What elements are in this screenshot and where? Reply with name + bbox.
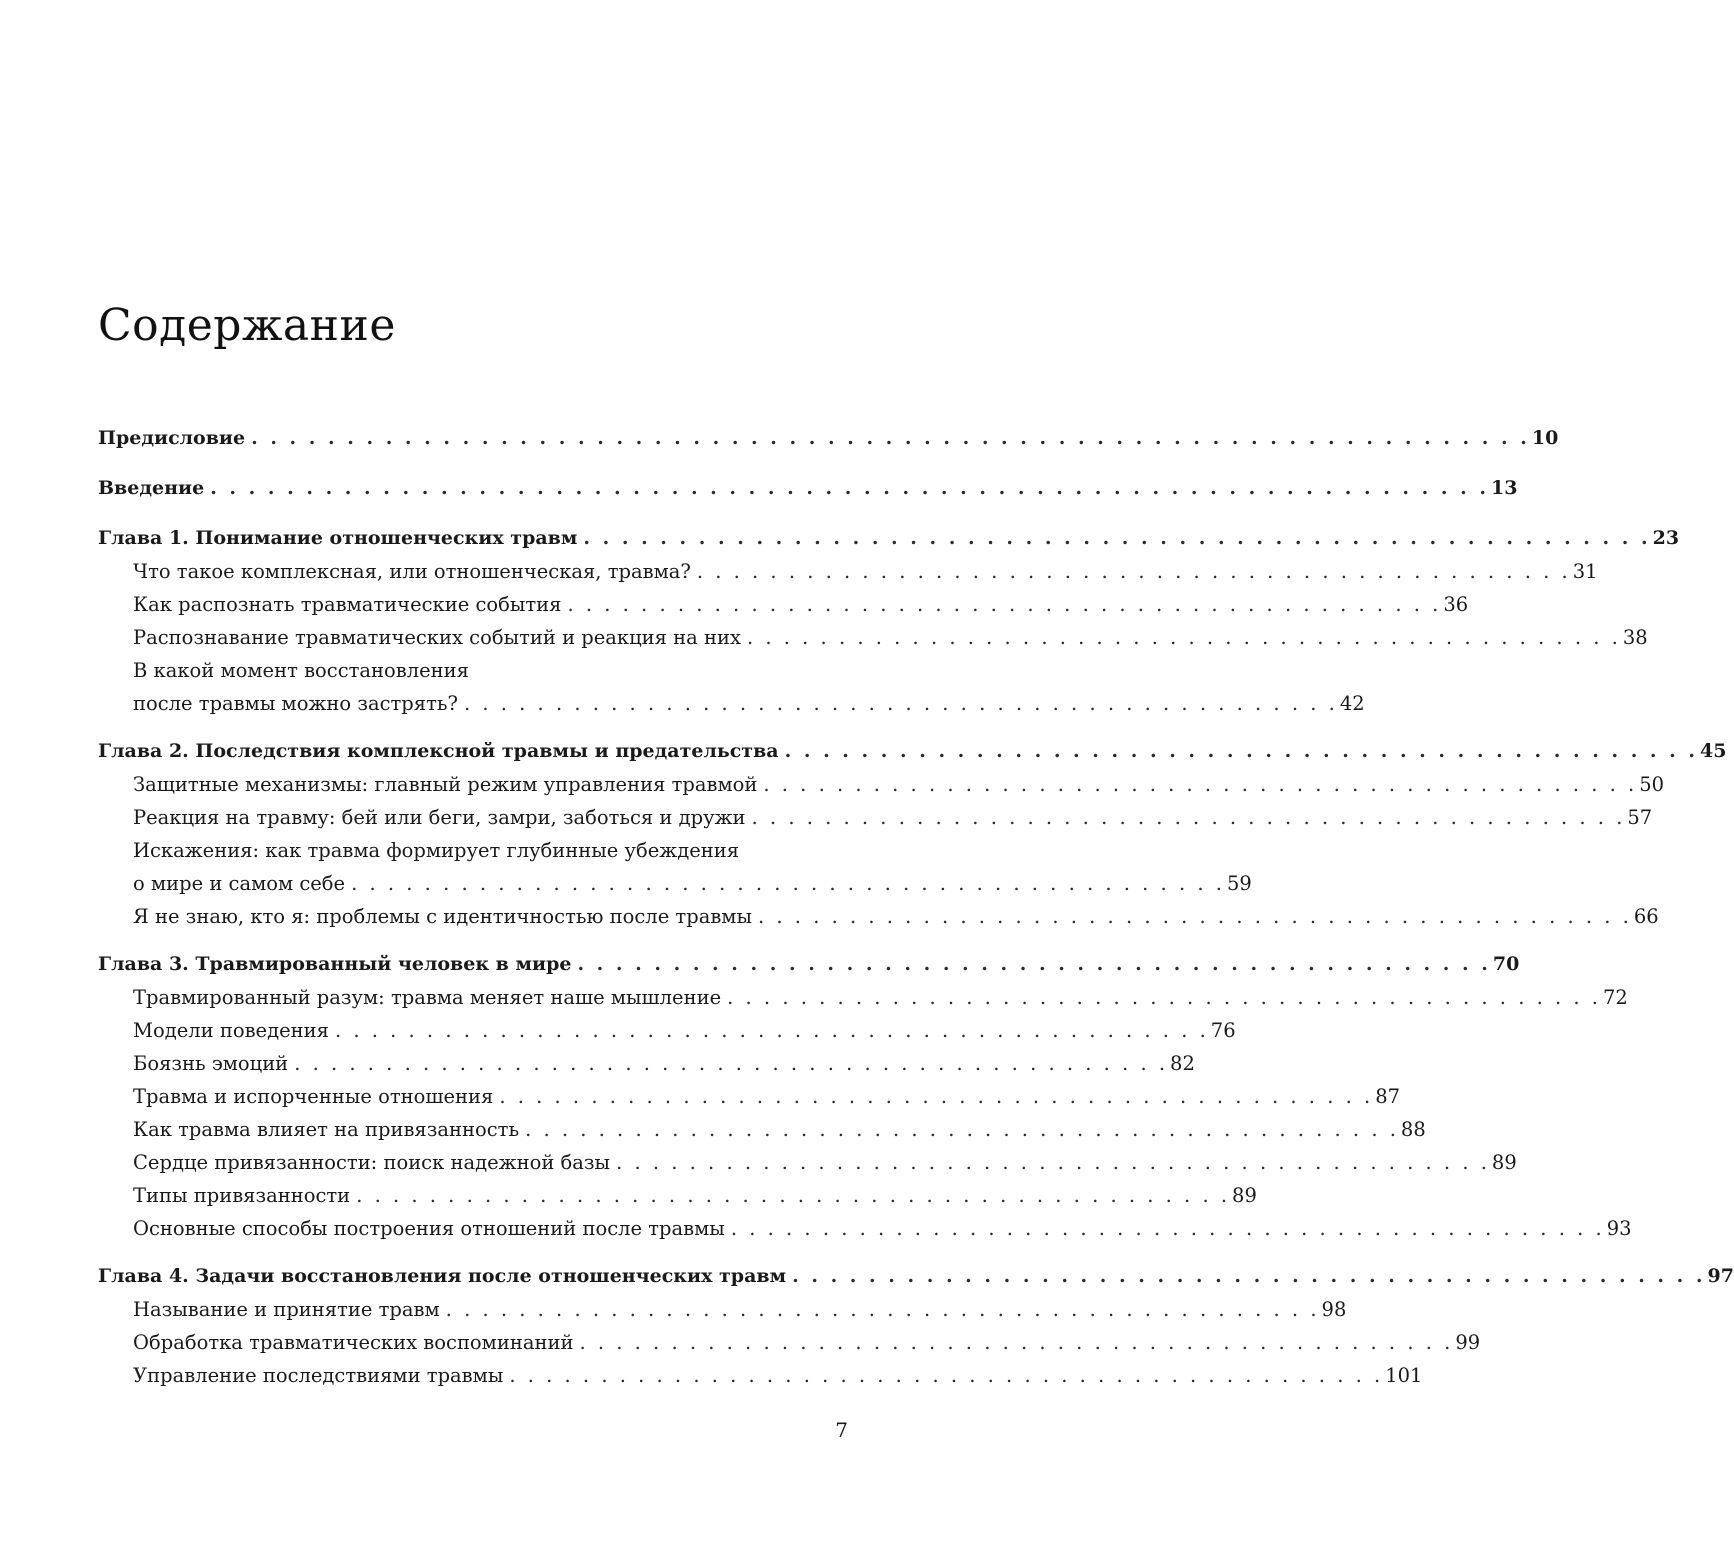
dot-leader: . . . . . . . . . . . . . . . . . . . . . . . . . . . . . . . . . . . . . . . . . . . . . . . . bbox=[356, 1184, 1231, 1207]
toc-section[interactable] bbox=[98, 1146, 1517, 1179]
toc-chapter-1 bbox=[98, 522, 1680, 720]
toc-entry-page: 50 bbox=[1639, 773, 1665, 796]
toc-entry-label: Обработка травматических воспоминаний bbox=[133, 1331, 574, 1354]
dot-leader: . . . . . . . . . . . . . . . . . . . . . . . . . . . . . . . . . . . . . . . . . . . . . . . . bbox=[727, 986, 1601, 1009]
toc-entry-label: Модели поведения bbox=[133, 1019, 329, 1042]
toc-entry-label: Защитные механизмы: главный режим управления травмой bbox=[133, 773, 758, 796]
toc-entry-page: 36 bbox=[1443, 593, 1469, 616]
toc-entry-page: 101 bbox=[1385, 1364, 1423, 1387]
toc-chapter-heading[interactable] bbox=[98, 735, 1727, 768]
toc-section[interactable] bbox=[98, 555, 1598, 588]
toc-entry-page: 66 bbox=[1633, 905, 1659, 928]
dot-leader: . . . . . . . . . . . . . . . . . . . . . . . . . . . . . . . . . . . . . . . . . . . . . . . . bbox=[351, 872, 1225, 895]
toc-front-matter bbox=[98, 472, 1518, 505]
toc-section[interactable] bbox=[98, 1080, 1401, 1113]
dot-leader: . . . . . . . . . . . . . . . . . . . . . . . . . . . . . . . . . . . . . . . . . . . . . . . . bbox=[445, 1298, 1320, 1321]
toc-entry-label: Как распознать травматические события bbox=[133, 593, 562, 616]
toc-section[interactable] bbox=[98, 1212, 1632, 1245]
toc-chapter-heading[interactable] bbox=[98, 948, 1520, 981]
toc-entry-page: 72 bbox=[1602, 986, 1628, 1009]
dot-leader: . . . . . . . . . . . . . . . . . . . . . . . . . . . . . . . . . . . . . . . . . . . . . . . . bbox=[784, 740, 1699, 762]
toc-entry-page: 93 bbox=[1606, 1217, 1632, 1240]
toc-chapter-heading[interactable] bbox=[98, 1260, 1734, 1293]
toc-entry-label: Сердце привязанности: поиск надежной базы bbox=[133, 1151, 611, 1174]
dot-leader: . . . . . . . . . . . . . . . . . . . . . . . . . . . . . . . . . . . . . . . . . . . . . . . . . . . . . . . . . . . . . . . . . . . bbox=[210, 477, 1489, 499]
dot-leader: . . . . . . . . . . . . . . . . . . . . . . . . . . . . . . . . . . . . . . . . . . . . . . . . . . . . . . . . bbox=[583, 527, 1651, 549]
toc-entry-page: 88 bbox=[1400, 1118, 1426, 1141]
toc-entry-page: 89 bbox=[1491, 1151, 1517, 1174]
dot-leader: . . . . . . . . . . . . . . . . . . . . . . . . . . . . . . . . . . . . . . . . . . . . . . . . bbox=[763, 773, 1638, 796]
dot-leader: . . . . . . . . . . . . . . . . . . . . . . . . . . . . . . . . . . . . . . . . . . . . . . . . bbox=[751, 806, 1626, 829]
toc-section[interactable] bbox=[98, 1179, 1257, 1212]
toc-entry-introduction[interactable] bbox=[98, 472, 1518, 505]
toc-entry-page: 42 bbox=[1339, 692, 1365, 715]
dot-leader: . . . . . . . . . . . . . . . . . . . . . . . . . . . . . . . . . . . . . . . . . . . . . . . . bbox=[746, 626, 1621, 649]
toc-entry-page: 57 bbox=[1627, 806, 1653, 829]
toc-entry-label: Предисловие bbox=[98, 427, 246, 449]
dot-leader: . . . . . . . . . . . . . . . . . . . . . . . . . . . . . . . . . . . . . . . . . . . . . . . . bbox=[696, 560, 1571, 583]
dot-leader: . . . . . . . . . . . . . . . . . . . . . . . . . . . . . . . . . . . . . . . . . . . . . . . . bbox=[334, 1019, 1209, 1042]
toc-section[interactable] bbox=[98, 1014, 1236, 1047]
dot-leader: . . . . . . . . . . . . . . . . . . . . . . . . . . . . . . . . . . . . . . . . . . . . . . . . bbox=[499, 1085, 1374, 1108]
toc-chapter-4 bbox=[98, 1260, 1734, 1392]
toc-section[interactable] bbox=[98, 588, 1469, 621]
toc-front-matter bbox=[98, 422, 1559, 455]
toc-entry-page: 99 bbox=[1455, 1331, 1481, 1354]
page-title: Содержание bbox=[98, 300, 396, 351]
dot-leader: . . . . . . . . . . . . . . . . . . . . . . . . . . . . . . . . . . . . . . . . . . . . . . . . bbox=[567, 593, 1442, 616]
toc-section[interactable] bbox=[98, 1293, 1347, 1326]
toc-entry-label: Типы привязанности bbox=[133, 1184, 351, 1207]
toc-entry-label: Управление последствиями травмы bbox=[133, 1364, 504, 1387]
toc-entry-page: 98 bbox=[1321, 1298, 1347, 1321]
toc-entry-label: после травмы можно застрять? bbox=[133, 692, 458, 715]
toc-entry-label: Называние и принятие травм bbox=[133, 1298, 440, 1321]
dot-leader: . . . . . . . . . . . . . . . . . . . . . . . . . . . . . . . . . . . . . . . . . . . . . . . . bbox=[294, 1052, 1169, 1075]
toc-section[interactable] bbox=[98, 801, 1653, 834]
toc-entry-label: о мире и самом себе bbox=[133, 872, 346, 895]
dot-leader: . . . . . . . . . . . . . . . . . . . . . . . . . . . . . . . . . . . . . . . . . . . . . . . . . . . . . . . . . . . . . . . . . . . bbox=[251, 427, 1530, 449]
toc-entry-label: Реакция на травму: бей или беги, замри, заботься и дружи bbox=[133, 806, 746, 829]
toc-chapter-2 bbox=[98, 735, 1727, 933]
toc-entry-page: 97 bbox=[1707, 1265, 1734, 1287]
toc-entry-label: В какой момент восстановления bbox=[133, 659, 469, 682]
toc-section[interactable] bbox=[98, 621, 1648, 654]
dot-leader: . . . . . . . . . . . . . . . . . . . . . . . . . . . . . . . . . . . . . . . . . . . . . . . . bbox=[579, 1331, 1454, 1354]
dot-leader: . . . . . . . . . . . . . . . . . . . . . . . . . . . . . . . . . . . . . . . . . . . . . . . . bbox=[525, 1118, 1399, 1141]
page-number: 7 bbox=[835, 1418, 848, 1442]
toc-entry-page: 59 bbox=[1226, 872, 1252, 895]
toc-entry-label: Искажения: как травма формирует глубинные убеждения bbox=[133, 839, 740, 862]
toc-entry-page: 45 bbox=[1700, 740, 1727, 762]
toc-entry-label: Глава 4. Задачи восстановления после отношенческих травм bbox=[98, 1265, 787, 1287]
toc-entry-label: Травмированный разум: травма меняет наше мышление bbox=[133, 986, 722, 1009]
toc-section[interactable] bbox=[98, 1359, 1423, 1392]
toc-entry-preface[interactable] bbox=[98, 422, 1559, 455]
dot-leader: . . . . . . . . . . . . . . . . . . . . . . . . . . . . . . . . . . . . . . . . . . . . . . . . bbox=[758, 905, 1632, 928]
toc-entry-label: Травма и испорченные отношения bbox=[133, 1085, 494, 1108]
dot-leader: . . . . . . . . . . . . . . . . . . . . . . . . . . . . . . . . . . . . . . . . . . . . . . . . bbox=[730, 1217, 1605, 1240]
toc-entry-label: Основные способы построения отношений после травмы bbox=[133, 1217, 725, 1240]
table-of-contents bbox=[98, 422, 1734, 1407]
toc-section[interactable] bbox=[98, 981, 1628, 1014]
dot-leader: . . . . . . . . . . . . . . . . . . . . . . . . . . . . . . . . . . . . . . . . . . . . . . . . bbox=[577, 953, 1491, 975]
toc-section[interactable] bbox=[98, 867, 1252, 900]
toc-entry-page: 82 bbox=[1170, 1052, 1195, 1075]
dot-leader: . . . . . . . . . . . . . . . . . . . . . . . . . . . . . . . . . . . . . . . . . . . . . . . . bbox=[463, 692, 1338, 715]
toc-section[interactable] bbox=[98, 1326, 1481, 1359]
toc-entry-label: Глава 1. Понимание отношенческих травм bbox=[98, 527, 578, 549]
toc-section[interactable] bbox=[98, 1047, 1195, 1080]
toc-section[interactable] bbox=[98, 900, 1659, 933]
toc-entry-label: Что такое комплексная, или отношенческая, травма? bbox=[133, 560, 691, 583]
toc-entry-page: 70 bbox=[1492, 953, 1520, 975]
toc-section-line1[interactable] bbox=[98, 834, 848, 867]
toc-section[interactable] bbox=[98, 687, 1365, 720]
toc-entry-page: 38 bbox=[1622, 626, 1648, 649]
toc-entry-page: 89 bbox=[1232, 1184, 1257, 1207]
toc-section[interactable] bbox=[98, 1113, 1426, 1146]
toc-entry-label: Глава 2. Последствия комплексной травмы и предательства bbox=[98, 740, 779, 762]
toc-entry-page: 10 bbox=[1531, 427, 1559, 449]
dot-leader: . . . . . . . . . . . . . . . . . . . . . . . . . . . . . . . . . . . . . . . . . . . . . . . . bbox=[616, 1151, 1490, 1174]
toc-entry-page: 23 bbox=[1652, 527, 1680, 549]
toc-entry-label: Как травма влияет на привязанность bbox=[133, 1118, 520, 1141]
toc-chapter-heading[interactable] bbox=[98, 522, 1680, 555]
toc-section-line1[interactable] bbox=[98, 654, 848, 687]
toc-entry-label: Боязнь эмоций bbox=[133, 1052, 289, 1075]
toc-entry-page: 76 bbox=[1210, 1019, 1236, 1042]
toc-entry-page: 13 bbox=[1490, 477, 1518, 499]
toc-entry-page: 87 bbox=[1375, 1085, 1401, 1108]
toc-section[interactable] bbox=[98, 768, 1665, 801]
toc-entry-label: Введение bbox=[98, 477, 205, 499]
toc-entry-label: Я не знаю, кто я: проблемы с идентичностью после травмы bbox=[133, 905, 752, 928]
dot-leader: . . . . . . . . . . . . . . . . . . . . . . . . . . . . . . . . . . . . . . . . . . . . . . . . bbox=[509, 1364, 1384, 1387]
dot-leader: . . . . . . . . . . . . . . . . . . . . . . . . . . . . . . . . . . . . . . . . . . . . . . . . bbox=[792, 1265, 1706, 1287]
toc-chapter-3 bbox=[98, 948, 1632, 1245]
toc-entry-page: 31 bbox=[1572, 560, 1598, 583]
toc-entry-label: Глава 3. Травмированный человек в мире bbox=[98, 953, 572, 975]
toc-entry-label: Распознавание травматических событий и реакция на них bbox=[133, 626, 741, 649]
